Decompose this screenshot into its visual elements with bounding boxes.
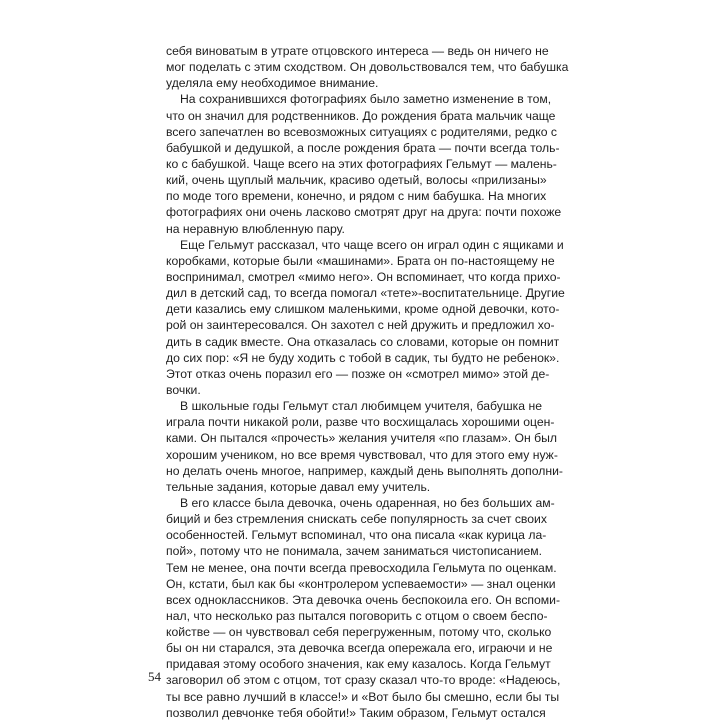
text-line: Этот отказ очень поразил его — позже он «смотрел мимо» этой де- bbox=[166, 366, 550, 381]
text-line: хорошим учеником, но все время чувствовал, что для этого ему нуж- bbox=[166, 447, 558, 462]
text-line: Еще Гельмут рассказал, что чаще всего он играл один с ящиками и bbox=[180, 237, 564, 252]
body-text bbox=[166, 43, 569, 721]
text-line: В его классе была девочка, очень одаренная, но без больших ам- bbox=[180, 495, 555, 510]
text-line: тельные задания, которые давал ему учитель. bbox=[166, 479, 431, 494]
text-line: фотографиях они очень ласково смотрят друг на друга: почти похоже bbox=[166, 205, 562, 220]
text-line: биций и без стремления снискать себе популярность за счет своих bbox=[166, 512, 547, 527]
text-line: всех одноклассников. Эта девочка очень беспокоила его. Он вспоми- bbox=[166, 592, 561, 607]
text-line: мог поделать с этим сходством. Он довольствовался тем, что бабушка bbox=[166, 60, 569, 75]
text-line: койстве — он чувствовал себя перегруженным, потому что, сколько bbox=[166, 625, 552, 640]
text-line: пой», потому что не понимала, зачем заниматься чистописанием. bbox=[166, 544, 542, 559]
text-line: дети казались ему слишком маленькими, кроме одной девочки, кото- bbox=[166, 302, 560, 317]
text-line: позволил девчонке тебя обойти!» Таким образом, Гельмут остался bbox=[166, 705, 546, 720]
text-line: ками. Он пытался «прочесть» желания учителя «по глазам». Он был bbox=[166, 431, 558, 446]
text-line: на неравную влюбленную пару. bbox=[166, 221, 345, 236]
text-line: придавая этому особого значения, как ему казалось. Когда Гельмут bbox=[166, 657, 551, 672]
text-line: особенностей. Гельмут вспоминал, что она писала «как курица ла- bbox=[166, 528, 547, 543]
text-line: ты все равно лучший в классе!» и «Вот было бы смешно, если бы ты bbox=[166, 689, 560, 704]
text-line: вочки. bbox=[166, 382, 201, 397]
text-line: уделяла ему необходимое внимание. bbox=[166, 76, 379, 91]
text-line: дил в детский сад, то всегда помогал «тете»-воспитательнице. Другие bbox=[166, 286, 565, 301]
text-line: но делать очень многое, например, каждый день выполнять дополни- bbox=[166, 463, 563, 478]
text-line: Тем не менее, она почти всегда превосходила Гельмута по оценкам. bbox=[166, 560, 557, 575]
text-line: до сих пор: «Я не буду ходить с тобой в садик, ты будто не ребенок». bbox=[166, 350, 560, 365]
text-line: заговорил об этом с отцом, тот сразу сказал что-то вроде: «Надеюсь, bbox=[166, 673, 561, 688]
text-line: коробками, которые были «машинами». Брата он по-настоящему не bbox=[166, 253, 555, 268]
text-line: дить в садик вместе. Она отказалась со словами, которые он помнит bbox=[166, 334, 560, 349]
text-line: кий, очень щуплый мальчик, красиво одетый, волосы «прилизаны» bbox=[166, 173, 547, 188]
text-line: Он, кстати, был как бы «контролером успеваемости» — знал оценки bbox=[166, 576, 556, 591]
text-line: по моде того времени, конечно, и рядом с ним бабушка. На многих bbox=[166, 189, 547, 204]
text-line: рой он заинтересовался. Он захотел с ней дружить и предложил хо- bbox=[166, 318, 555, 333]
text-line: воспринимал, смотрел «мимо него». Он вспоминает, что когда прихо- bbox=[166, 269, 561, 284]
page-number: 54 bbox=[148, 669, 161, 684]
text-line: бабушкой и дедушкой, а после рождения брата — почти всегда толь- bbox=[166, 140, 560, 155]
text-line: бы он ни старался, эта девочка всегда опережала его, играючи и не bbox=[166, 641, 553, 656]
text-line: всего запечатлен во всевозможных ситуациях с родителями, редко с bbox=[166, 124, 558, 139]
text-line: В школьные годы Гельмут стал любимцем учителя, бабушка не bbox=[180, 399, 542, 414]
text-line: себя виноватым в утрате отцовского интереса — ведь он ничего не bbox=[166, 44, 549, 58]
text-line: ко с бабушкой. Чаще всего на этих фотографиях Гельмут — малень- bbox=[166, 156, 557, 171]
text-line: нал, что несколько раз пытался поговорить с отцом о своем беспо- bbox=[166, 608, 548, 623]
text-line: что он значил для родственников. До рождения брата мальчик чаще bbox=[166, 108, 556, 123]
text-line: На сохранившихся фотографиях было заметно изменение в том, bbox=[180, 92, 552, 107]
text-line: играла почти никакой роли, разве что восхищалась хорошими оцен- bbox=[166, 415, 555, 430]
